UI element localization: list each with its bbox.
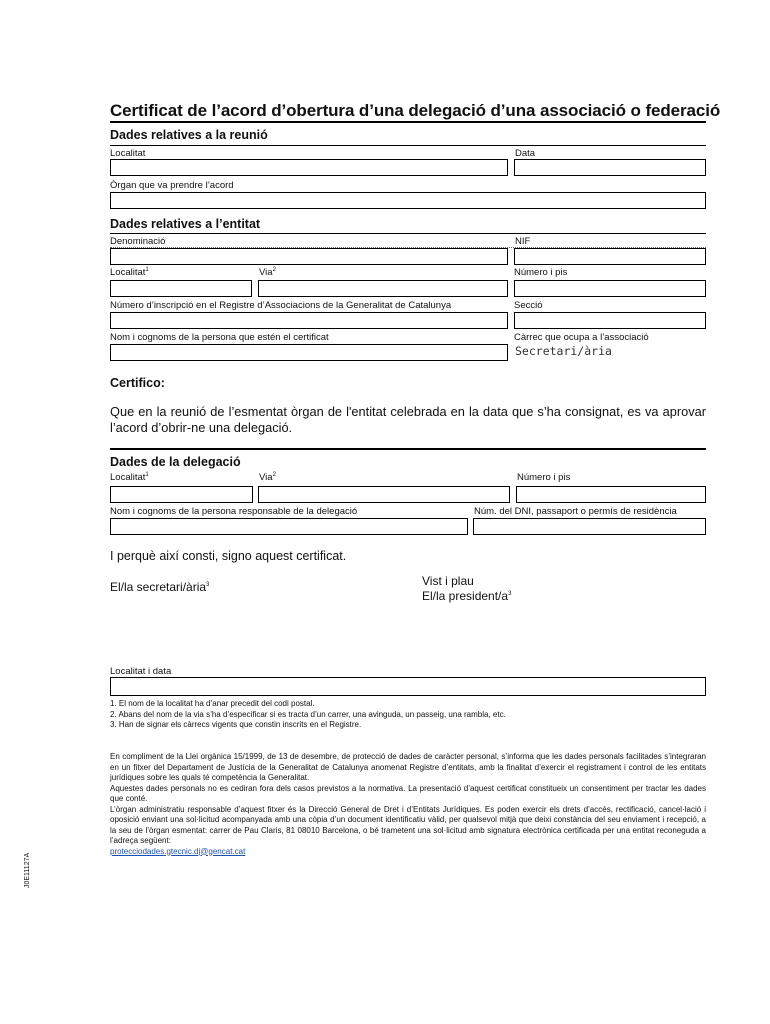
entity-registry-field[interactable] [110,312,508,329]
entity-street-label: Via$^2$ [259,266,276,278]
place-date-field[interactable] [110,677,706,696]
certify-heading: Certifico: [110,376,165,390]
section-rule [110,145,706,146]
entity-nif-field[interactable] [514,248,706,265]
meeting-locality-label: Localitat [110,148,146,159]
data-protection-notice [110,752,706,857]
section-rule [110,233,706,234]
certify-text: Que en la reunió de l’esmentat òrgan de l'entitat celebrada en la data que s’ha consignat, es va aprovar l’acord d’obrir-ne una delegació. [110,404,706,435]
entity-position-label: Càrrec que ocupa a l’associació [514,332,649,343]
delegation-person-field[interactable] [110,518,468,535]
title-rule [110,121,706,123]
entity-person-field[interactable] [110,344,508,361]
entity-section-field[interactable] [514,312,706,329]
entity-position-value: Secretari/ària [515,344,612,358]
entity-nif-label: NIF [515,236,531,247]
entity-name-label: Denominació [110,236,166,247]
entity-locality-field[interactable] [110,280,252,297]
entity-section-label: Secció [514,300,543,311]
footnote-1: 1. El nom de la localitat ha d’anar precedit del codi postal. [110,699,315,708]
footnote-3: 3. Han de signar els càrrecs vigents que constin inscrits en el Registre. [110,720,362,730]
approval-label: Vist i plau [422,574,474,588]
entity-person-label: Nom i cognoms de la persona que estén el certificat [110,332,329,343]
section-rule [110,448,706,450]
signature-statement: I perquè així consti, signo aquest certificat. [110,549,347,563]
email-link[interactable]: protecciodades.gtecnic.dj@gencat.cat [110,846,246,856]
delegation-street-label: Via$^2$ [259,471,276,483]
meeting-organ-label: Òrgan que va prendre l’acord [110,180,234,191]
page-title: Certificat de l’acord d’obertura d’una delegació d’una associació o federació [110,101,721,120]
meeting-date-label: Data [515,148,536,159]
entity-heading: Dades relatives a l’entitat [110,217,261,231]
meeting-date-field[interactable] [514,159,706,176]
delegation-person-label: Nom i cognoms de la persona responsable de la delegació [110,506,358,517]
secretary-signature-label: El/la secretari/ària$^3$ [110,580,210,594]
delegation-number-label: Número i pis [517,472,571,483]
delegation-locality-field[interactable] [110,486,253,503]
meeting-locality-field[interactable] [110,159,508,176]
delegation-id-field[interactable] [473,518,706,535]
delegation-number-field[interactable] [516,486,706,503]
delegation-street-field[interactable] [258,486,510,503]
delegation-locality-label: Localitat$^1$ [110,471,149,483]
footnote-2: 2. Abans del nom de la via s’ha d’especificar si es tracta d’un carrer, una avinguda, un passeig, una rambla, etc. [110,709,506,719]
entity-street-field[interactable] [258,280,508,297]
legal-paragraph-3: L’òrgan administratiu responsable d’aquest fitxer és la Direcció General de Dret i d’Entitats Jurídiques. Es poden exercir els drets d’accés, rectificació, cancel·lació i oposició enviant una sol·licitud acompanyada amb una còpia d’un document identificatiu vàlid, per qualsevol mitjà que deixi constància del seu enviament i recepció, a la seu de l’òrgan esmentat: carrer de Pau Claris, 81 08010 Barcelona, o bé trametent una sol·licitud amb signatura electrònica certificada per una entitat reconeguda a l’adreça següent: [110,804,706,845]
entity-number-label: Número i pis [514,267,568,278]
entity-name-field[interactable] [110,248,508,265]
delegation-id-label: Núm. del DNI, passaport o permís de residència [474,506,677,517]
entity-registry-label: Número d’inscripció en el Registre d’Associacions de la Generalitat de Catalunya [110,300,452,311]
meeting-heading: Dades relatives a la reunió [110,128,268,142]
entity-locality-label: Localitat$^1$ [110,266,149,278]
place-date-label: Localitat i data [110,666,172,677]
delegation-heading: Dades de la delegació [110,455,241,469]
meeting-organ-field[interactable] [110,192,706,209]
form-code: J0E11127A [24,852,31,888]
president-signature-label: El/la president/$a^3$ [422,589,512,603]
legal-paragraph-2: Aquestes dades personals no es cediran fora dels casos previstos a la normativa. La presentació d’aquest certificat constitueix un consentiment per tractar les dades que conté. [110,783,706,803]
entity-number-field[interactable] [514,280,706,297]
footnotes [110,699,506,731]
legal-paragraph-1: En compliment de la Llei orgànica 15/1999, de 13 de desembre, de protecció de dades de caràcter personal, s’informa que les dades personals facilitades s’integraran en un fitxer del Departament de Justícia de la Generalitat de Catalunya anomenat Registre d’entitats, amb la finalitat d’exercir el registrament i control de les entitats jurídiques sobre les quals té competència la Generalitat. [110,752,706,782]
